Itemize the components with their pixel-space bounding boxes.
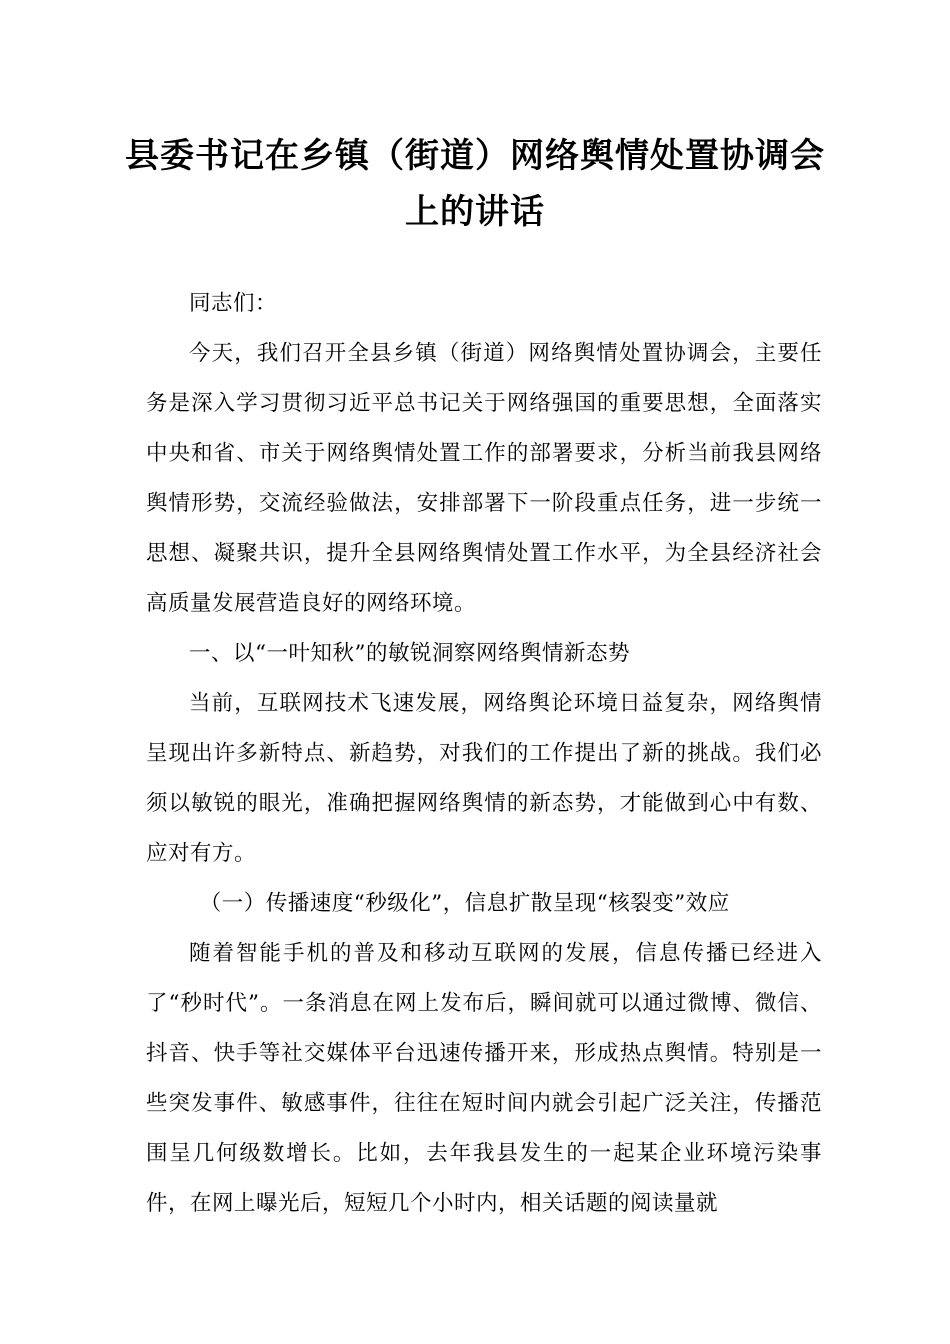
document-title: 县委书记在乡镇（街道）网络舆情处置协调会上的讲话 — [125, 136, 825, 232]
paragraph-intro: 今天，我们召开全县乡镇（街道）网络舆情处置协调会，主要任务是深入学习贯彻习近平总书记关于网络强国的重要思想，全面落实中央和省、市关于网络舆情处置工作的部署要求，分析当前我县网络舆情形势，交流经验做法，安排部署下一阶段重点任务，进一步统一思想、凝聚共识，提升全县网络舆情处置工作水平，为全县经济社会高质量发展营造良好的网络环境。 — [146, 341, 822, 616]
section-heading-1: 一、以“一叶知秋”的敏锐洞察网络舆情新态势 — [189, 641, 630, 666]
salutation: 同志们： — [189, 291, 278, 316]
paragraph-situation: 当前，互联网技术飞速发展，网络舆论环境日益复杂，网络舆情呈现出许多新特点、新趋势，对我们的工作提出了新的挑战。我们必须以敏锐的眼光，准确把握网络舆情的新态势，才能做到心中有数、应对有方。 — [146, 691, 822, 866]
subsection-heading-1: （一）传播速度“秒级化”，信息扩散呈现“核裂变”效应 — [199, 891, 730, 916]
paragraph-speed: 随着智能手机的普及和移动互联网的发展，信息传播已经进入了“秒时代”。一条消息在网上发布后，瞬间就可以通过微博、微信、抖音、快手等社交媒体平台迅速传播开来，形成热点舆情。特别是一些突发事件、敏感事件，往往在短时间内就会引起广泛关注，传播范围呈几何级数增长。比如，去年我县发生的一起某企业环境污染事件，在网上曝光后，短短几个小时内，相关话题的阅读量就 — [146, 941, 822, 1216]
document-body — [146, 279, 822, 1229]
